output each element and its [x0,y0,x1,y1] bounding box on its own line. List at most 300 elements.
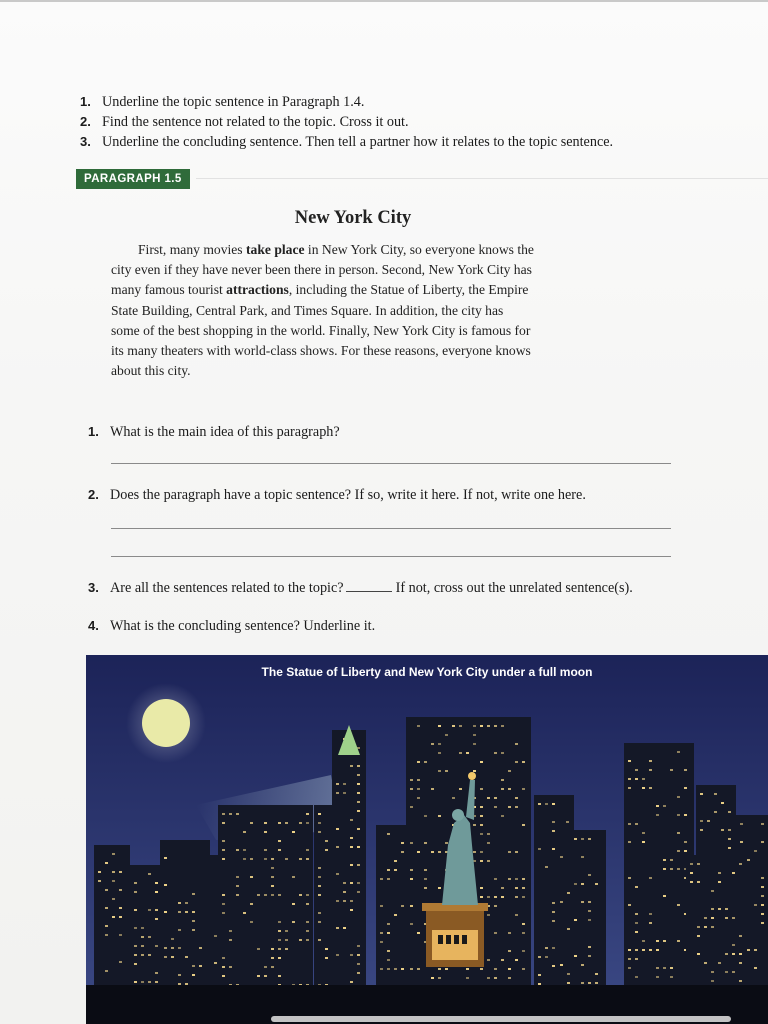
lit-window [271,885,274,887]
lit-window [552,947,555,949]
lit-window [522,761,525,763]
lit-window [649,769,652,771]
lit-window [656,805,659,807]
lit-window [538,803,541,805]
lit-window [501,896,504,898]
lit-window [494,806,497,808]
lit-window [410,968,413,970]
lit-window [185,956,188,958]
lit-window [684,787,687,789]
lit-window [728,847,731,849]
lit-window [141,936,144,938]
lit-window [480,896,483,898]
lit-window [642,787,645,789]
lit-window [222,858,225,860]
lit-window [739,863,742,865]
lit-window [642,841,645,843]
lit-window [480,761,483,763]
skyscraper [332,730,366,1024]
lit-window [515,806,518,808]
lit-window [697,881,700,883]
lit-window [642,949,645,951]
lit-window [560,964,563,966]
question-number: 2. [88,487,99,502]
lit-window [721,802,724,804]
lit-window [501,815,504,817]
lit-window [243,858,246,860]
lit-window [387,869,390,871]
lit-window [387,950,390,952]
lit-window [473,851,476,853]
lit-window [155,882,158,884]
lit-window [690,872,693,874]
lit-window [700,829,703,831]
lit-window [278,948,281,950]
lit-window [192,974,195,976]
lit-window [278,921,281,923]
lit-window [417,932,420,934]
lit-window [424,878,427,880]
lit-window [508,977,511,979]
lit-window [271,894,274,896]
lit-window [494,878,497,880]
lit-window [501,779,504,781]
lit-window [292,876,295,878]
lit-window [438,887,441,889]
lit-window [401,968,404,970]
lit-window [387,878,390,880]
lit-window [417,779,420,781]
lit-window [494,797,497,799]
question-3 [88,578,633,598]
lit-window [134,909,137,911]
paragraph-line [111,321,585,341]
lit-window [141,927,144,929]
lit-window [285,939,288,941]
lit-window [438,815,441,817]
lit-window [642,778,645,780]
question-text: What is the concluding sentence? Underline it. [110,618,376,634]
lit-window [380,932,383,934]
lit-window [635,949,638,951]
lit-window [670,859,673,861]
lit-window [649,787,652,789]
lit-window [417,797,420,799]
question-text: Are all the sentences related to the topic? [110,580,344,596]
lit-window [178,983,181,985]
lit-window [417,761,420,763]
question-text-after: If not, cross out the unrelated sentence(s). [395,580,633,596]
lit-window [508,932,511,934]
lit-window [642,940,645,942]
lit-window [119,889,122,891]
lit-window [306,930,309,932]
lit-window [522,950,525,952]
lit-window [711,890,714,892]
lit-window [732,872,735,874]
lit-window [487,896,490,898]
lit-window [459,725,462,727]
lit-window [628,967,631,969]
lit-window [250,858,253,860]
lit-window [318,939,321,941]
lit-window [155,981,158,983]
paragraph-line [111,280,585,300]
lit-window [487,797,490,799]
lit-window [387,968,390,970]
lit-window [185,902,188,904]
lit-window [285,948,288,950]
lit-window [754,967,757,969]
lit-window [134,891,137,893]
lit-window [445,770,448,772]
lit-window [357,891,360,893]
lit-window [336,954,339,956]
lit-window [522,824,525,826]
lit-window [718,881,721,883]
lit-window [112,880,115,882]
paragraph-line [111,240,585,260]
lit-window [728,838,731,840]
lit-window [250,822,253,824]
answer-line[interactable] [111,556,671,557]
lit-window [199,947,202,949]
lit-window [257,894,260,896]
lit-window [725,917,728,919]
lit-window [574,955,577,957]
lit-window [740,841,743,843]
lit-window [588,919,591,921]
lit-window [538,956,541,958]
lit-window [732,953,735,955]
lit-window [588,838,591,840]
lit-window [112,853,115,855]
lit-window [628,841,631,843]
question-text: What is the main idea of this paragraph? [110,424,340,440]
lit-window [112,916,115,918]
lit-window [438,725,441,727]
lit-window [357,810,360,812]
paragraph-label: PARAGRAPH 1.5 [76,169,190,189]
lit-window [357,954,360,956]
lit-window [350,909,353,911]
question-number: 3. [88,580,99,595]
lit-window [567,973,570,975]
lit-window [424,842,427,844]
lit-window [357,882,360,884]
lit-window [119,934,122,936]
lit-window [628,877,631,879]
answer-blank[interactable] [346,580,392,592]
lit-window [299,858,302,860]
lit-window [595,883,598,885]
lit-window [134,882,137,884]
lit-window [697,935,700,937]
lit-window [581,901,584,903]
photo-caption: The Statue of Liberty and New York City under a full moon [261,665,593,679]
lit-window [508,968,511,970]
lit-window [677,796,680,798]
lit-window [343,792,346,794]
lit-window [732,917,735,919]
lit-window [387,959,390,961]
lit-window [192,929,195,931]
lit-window [656,967,659,969]
lit-window [214,962,217,964]
lit-window [515,914,518,916]
lit-window [747,949,750,951]
lit-window [628,904,631,906]
lit-window [574,883,577,885]
lit-window [494,896,497,898]
lit-window [690,863,693,865]
lit-window [424,815,427,817]
question-2 [88,485,586,505]
lit-window [357,792,360,794]
lit-window [677,832,680,834]
lit-window [424,887,427,889]
lit-window [452,797,455,799]
lit-window [394,869,397,871]
lit-window [515,878,518,880]
lit-window [761,904,764,906]
lit-window [466,968,469,970]
lit-window [318,813,321,815]
lit-window [222,912,225,914]
lit-window [628,958,631,960]
lit-window [271,966,274,968]
lit-window [473,734,476,736]
lit-window [725,953,728,955]
lit-window [761,895,764,897]
lit-window [635,886,638,888]
lit-window [357,774,360,776]
lit-window [581,838,584,840]
lit-window [567,982,570,984]
lit-window [438,851,441,853]
lit-window [635,976,638,978]
lit-window [410,779,413,781]
lit-window [635,913,638,915]
lit-window [192,965,195,967]
lit-window [350,882,353,884]
lit-window [410,788,413,790]
lit-window [494,905,497,907]
lit-window [567,928,570,930]
lit-window [148,936,151,938]
lit-window [480,806,483,808]
lit-window [494,932,497,934]
lit-window [155,972,158,974]
lit-window [649,922,652,924]
skyscraper [624,743,694,1024]
answer-line[interactable] [111,463,671,464]
text-run: First, many movies [138,242,246,257]
question-number: 4. [88,618,99,633]
lit-window [171,938,174,940]
lit-window [728,829,731,831]
lit-window [567,892,570,894]
lit-window [257,948,260,950]
lit-window [581,964,584,966]
lit-window [292,921,295,923]
lit-window [185,983,188,985]
lit-window [721,829,724,831]
lit-window [628,787,631,789]
lit-window [690,881,693,883]
lit-window [711,917,714,919]
lit-window [336,792,339,794]
lit-window [431,977,434,979]
lit-window [732,971,735,973]
lit-window [515,851,518,853]
lit-window [697,926,700,928]
lit-window [588,982,591,984]
lit-window [677,940,680,942]
lit-window [588,874,591,876]
lit-window [285,930,288,932]
lit-window [663,895,666,897]
lit-window [229,930,232,932]
lit-window [171,947,174,949]
lit-window [522,932,525,934]
lit-window [635,922,638,924]
lit-window [410,905,413,907]
instruction-text: Underline the topic sentence in Paragraph 1.4. [102,94,365,110]
instruction-text: Find the sentence not related to the topic. Cross it out. [102,114,409,130]
lit-window [663,805,666,807]
lit-window [663,940,666,942]
lit-window [336,900,339,902]
lit-window [445,968,448,970]
lit-window [350,900,353,902]
lit-window [229,966,232,968]
lit-window [318,831,321,833]
answer-line[interactable] [111,528,671,529]
lit-window [480,815,483,817]
lit-window [552,848,555,850]
lit-window [545,956,548,958]
lit-window [725,908,728,910]
lit-window [185,911,188,913]
lit-window [628,823,631,825]
lit-window [480,887,483,889]
lit-window [299,822,302,824]
lit-window [656,949,659,951]
lit-window [222,813,225,815]
lit-window [306,858,309,860]
lit-window [155,891,158,893]
lit-window [357,972,360,974]
lit-window [141,954,144,956]
vocabulary-term: attractions [226,282,289,298]
lit-window [747,859,750,861]
lit-window [119,907,122,909]
lit-window [739,953,742,955]
lit-window [264,849,267,851]
lit-window [663,868,666,870]
lit-window [761,841,764,843]
lit-window [236,849,239,851]
lit-window [438,770,441,772]
lit-window [714,793,717,795]
lit-window [761,922,764,924]
lit-window [264,822,267,824]
lit-window [278,939,281,941]
lit-window [278,957,281,959]
question-number: 1. [88,424,99,439]
lit-window [588,910,591,912]
lit-window [538,848,541,850]
lit-window [480,968,483,970]
lit-window [515,761,518,763]
lit-window [336,783,339,785]
full-moon [142,699,190,747]
lit-window [306,822,309,824]
lit-window [700,793,703,795]
paragraph-line [111,301,585,321]
lit-window [401,851,404,853]
lit-window [595,982,598,984]
lit-window [704,926,707,928]
lit-window [431,743,434,745]
lit-window [164,911,167,913]
paragraph-title: New York City [294,208,412,228]
lit-window [278,849,281,851]
lit-window [552,965,555,967]
lit-window [318,885,321,887]
lit-window [649,877,652,879]
lit-window [199,965,202,967]
lit-window [480,725,483,727]
lit-window [487,842,490,844]
lit-window [718,962,721,964]
lit-window [431,788,434,790]
lit-window [380,878,383,880]
lit-window [480,788,483,790]
lit-window [134,963,137,965]
lit-window [635,769,638,771]
lit-window [438,743,441,745]
lit-window [318,921,321,923]
lit-window [357,783,360,785]
lit-window [264,975,267,977]
paragraph-line [111,341,585,361]
lit-window [112,871,115,873]
lit-window [98,871,101,873]
lit-window [318,876,321,878]
lit-window [141,981,144,983]
paragraph-line [111,260,585,280]
lit-window [445,842,448,844]
page-top-edge [0,0,768,2]
lit-window [178,929,181,931]
lit-window [105,970,108,972]
lit-window [236,894,239,896]
lit-window [178,947,181,949]
lit-window [552,920,555,922]
lit-window [718,908,721,910]
lit-window [410,869,413,871]
lit-window [336,828,339,830]
lit-window [271,957,274,959]
lit-window [508,770,511,772]
horizontal-scrollbar[interactable] [271,1016,731,1022]
lit-window [343,882,346,884]
lit-window [494,968,497,970]
lit-window [574,919,577,921]
text-run: about this city. [111,363,191,379]
